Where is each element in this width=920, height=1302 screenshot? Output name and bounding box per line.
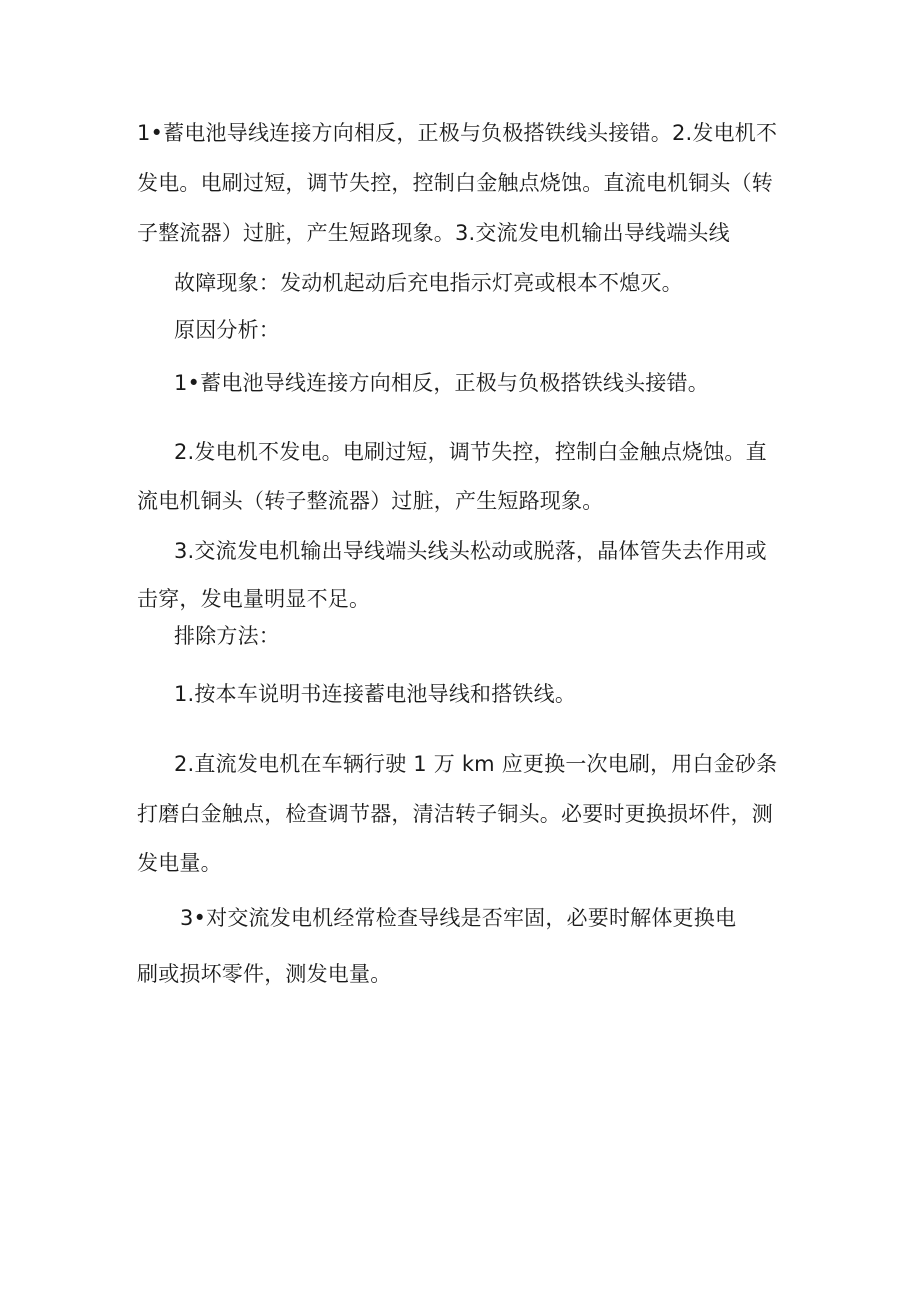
- text-line: 故障现象：发动机起动后充电指示灯亮或根本不熄灭。: [174, 271, 683, 295]
- text-line: 发电。电刷过短，调节失控，控制白金触点烧蚀。直流电机铜头（转: [137, 171, 773, 195]
- text-line: 1•蓄电池导线连接方向相反，正极与负极搭铁线头接错。: [174, 371, 709, 395]
- text-line: 击穿，发电量明显不足。: [137, 587, 371, 611]
- text-line: 3.交流发电机输出导线端头线头松动或脱落，晶体管失去作用或: [174, 539, 767, 563]
- section-heading: 排除方法：: [174, 624, 280, 648]
- text-line: 3•对交流发电机经常检查导线是否牢固，必要时解体更换电: [180, 906, 737, 930]
- text-line: 2.直流发电机在车辆行驶 1 万 km 应更换一次电刷，用白金砂条: [174, 752, 778, 776]
- text-line: 2.发电机不发电。电刷过短，调节失控，控制白金触点烧蚀。直: [174, 440, 767, 464]
- text-line: 1•蓄电池导线连接方向相反，正极与负极搭铁线头接错。2.发电机不: [137, 121, 778, 145]
- section-heading: 原因分析：: [174, 318, 280, 342]
- text-line: 子整流器）过脏，产生短路现象。3.交流发电机输出导线端头线: [137, 221, 730, 245]
- text-line: 流电机铜头（转子整流器）过脏，产生短路现象。: [137, 489, 604, 513]
- text-line: 打磨白金触点，检查调节器，清洁转子铜头。必要时更换损坏件，测: [137, 802, 773, 826]
- text-line: 刷或损坏零件，测发电量。: [137, 962, 392, 986]
- text-line: 发电量。: [137, 851, 222, 875]
- text-line: 1.按本车说明书连接蓄电池导线和搭铁线。: [174, 682, 577, 706]
